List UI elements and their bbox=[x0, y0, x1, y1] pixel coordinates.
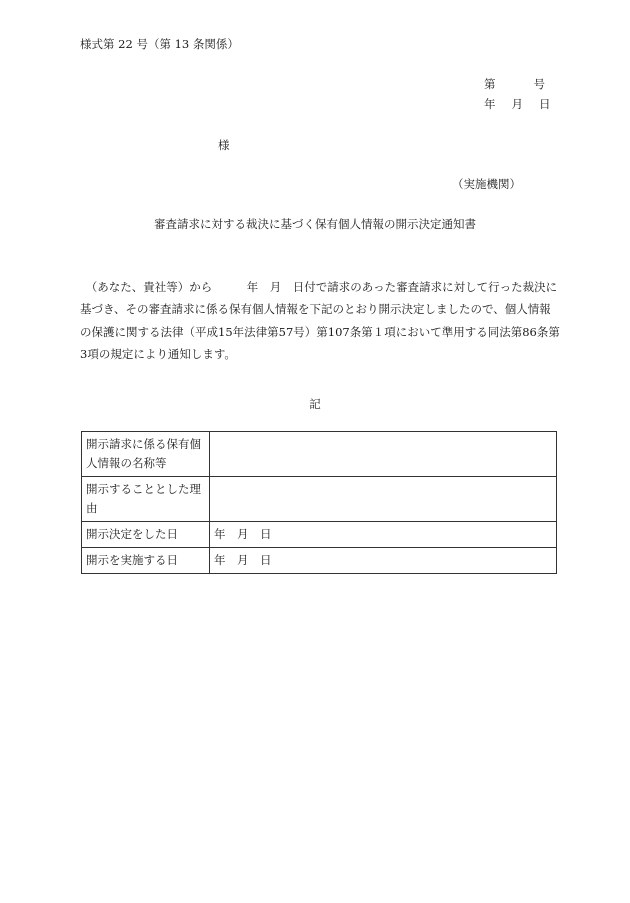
row-label-info-name: 開示請求に係る保有個人情報の名称等 bbox=[82, 432, 210, 477]
implementing-agency: （実施機関） bbox=[452, 177, 521, 191]
number-go: 号 bbox=[533, 77, 545, 91]
document-date-line bbox=[484, 96, 551, 112]
number-dai: 第 bbox=[484, 77, 496, 91]
ki-heading: 記 bbox=[309, 397, 321, 411]
disclosure-info-table bbox=[81, 431, 557, 574]
body-paragraph-text: （あなた、貴社等）から 年 月 日付で請求のあった審査請求に対して行った裁決に基づき、その審査請求に係る保有個人情報を下記のとおり開示決定しましたので、個人情報の保護に関する法律（平成15年法律第57号）第107条第１項において準用する同法第86条第3項の規定により通知します。 bbox=[80, 280, 560, 361]
document-title: 審査請求に対する裁決に基づく保有個人情報の開示決定通知書 bbox=[154, 217, 476, 231]
table-row bbox=[82, 477, 557, 522]
row-value-info-name bbox=[210, 432, 557, 477]
row-label-decision-date: 開示決定をした日 bbox=[82, 522, 210, 548]
addressee-sama: 様 bbox=[218, 138, 230, 152]
row-label-implementation-date: 開示を実施する日 bbox=[82, 548, 210, 574]
date-year: 年 bbox=[484, 97, 496, 111]
document-number-line bbox=[484, 76, 545, 92]
table-row bbox=[82, 432, 557, 477]
date-day: 日 bbox=[539, 97, 551, 111]
body-paragraph bbox=[80, 276, 560, 365]
date-month: 月 bbox=[511, 97, 523, 111]
form-number: 様式第 22 号（第 13 条関係） bbox=[80, 37, 239, 51]
table-row bbox=[82, 522, 557, 548]
row-value-implementation-date: 年 月 日 bbox=[210, 548, 557, 574]
row-value-decision-date: 年 月 日 bbox=[210, 522, 557, 548]
row-value-reason bbox=[210, 477, 557, 522]
row-label-reason: 開示することとした理由 bbox=[82, 477, 210, 522]
table-row bbox=[82, 548, 557, 574]
